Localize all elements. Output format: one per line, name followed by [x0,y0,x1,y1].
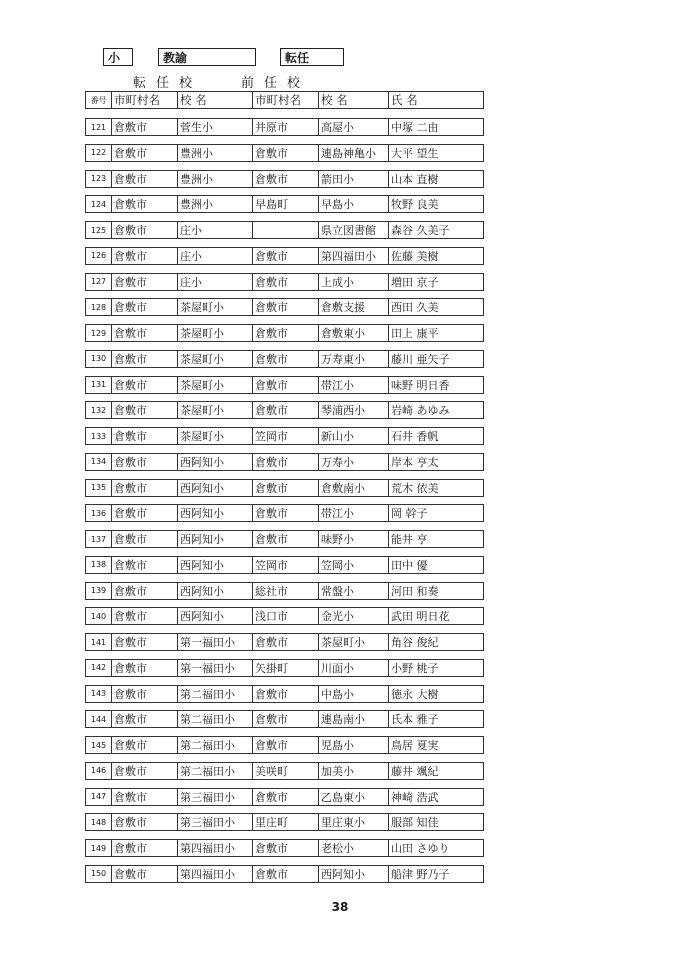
cell-prev-municipality: 倉敷市 [253,299,319,316]
cell-prev-school: 県立図書館 [319,222,389,239]
cell-prev-school: 倉敷支援 [319,299,389,316]
cell-prev-school: 帯江小 [319,376,389,393]
cell-new-school: 第二福田小 [178,685,253,702]
cell-prev-municipality: 総社市 [253,582,319,599]
col-new-school-header: 校 名 [178,92,253,109]
cell-new-municipality: 倉敷市 [112,350,178,367]
cell-new-school: 第四福田小 [178,865,253,882]
cell-prev-municipality: 倉敷市 [253,325,319,342]
cell-new-school: 茶屋町小 [178,350,253,367]
cell-prev-municipality: 倉敷市 [253,865,319,882]
cell-new-municipality: 倉敷市 [112,222,178,239]
cell-new-municipality: 倉敷市 [112,788,178,805]
table-row [85,736,484,754]
cell-prev-municipality: 浅口市 [253,608,319,625]
cell-number: 125 [86,222,112,239]
table-row [85,530,484,548]
cell-prev-municipality: 笠岡市 [253,556,319,573]
cell-prev-school: 連島神亀小 [319,144,389,161]
cell-new-school: 西阿知小 [178,479,253,496]
cell-new-school: 豊洲小 [178,196,253,213]
cell-teacher-name: 河田 和奏 [389,582,484,599]
previous-school-caption: 前任校 [241,76,311,91]
cell-new-school: 茶屋町小 [178,299,253,316]
table-row [85,865,484,883]
cell-prev-municipality: 倉敷市 [253,402,319,419]
cell-number: 146 [86,762,112,779]
cell-prev-municipality: 倉敷市 [253,788,319,805]
cell-number: 121 [86,119,112,136]
cell-number: 134 [86,453,112,470]
cell-new-school: 庄小 [178,247,253,264]
new-school-caption: 転任校 [133,76,203,91]
column-header-table [85,91,484,109]
cell-prev-municipality: 倉敷市 [253,144,319,161]
cell-new-school: 西阿知小 [178,505,253,522]
col-name-header: 氏 名 [389,92,484,109]
cell-number: 127 [86,273,112,290]
cell-teacher-name: 田中 優 [389,556,484,573]
cell-teacher-name: 岸本 亨太 [389,453,484,470]
cell-prev-municipality [253,222,319,239]
cell-new-municipality: 倉敷市 [112,582,178,599]
table-row [85,401,484,419]
table-row [85,350,484,368]
cell-new-municipality: 倉敷市 [112,247,178,264]
cell-number: 137 [86,531,112,548]
cell-prev-municipality: 倉敷市 [253,685,319,702]
cell-new-municipality: 倉敷市 [112,737,178,754]
table-row [85,504,484,522]
cell-teacher-name: 石井 香帆 [389,428,484,445]
cell-prev-school: 琴浦西小 [319,402,389,419]
cell-new-municipality: 倉敷市 [112,479,178,496]
cell-teacher-name: 田上 康平 [389,325,484,342]
cell-prev-school: 西阿知小 [319,865,389,882]
cell-number: 139 [86,582,112,599]
table-row [85,607,484,625]
cell-prev-school: 川面小 [319,659,389,676]
cell-number: 133 [86,428,112,445]
cell-new-municipality: 倉敷市 [112,325,178,342]
cell-teacher-name: 岩崎 あゆみ [389,402,484,419]
col-prev-municipality-header: 市町村名 [253,92,319,109]
cell-prev-municipality: 倉敷市 [253,531,319,548]
cell-new-school: 第二福田小 [178,711,253,728]
cell-prev-municipality: 倉敷市 [253,273,319,290]
cell-new-school: 茶屋町小 [178,325,253,342]
cell-new-school: 第三福田小 [178,788,253,805]
cell-new-municipality: 倉敷市 [112,376,178,393]
cell-new-municipality: 倉敷市 [112,144,178,161]
col-prev-school-header: 校 名 [319,92,389,109]
cell-new-municipality: 倉敷市 [112,196,178,213]
cell-new-school: 茶屋町小 [178,376,253,393]
cell-teacher-name: 徳永 大樹 [389,685,484,702]
table-row [85,247,484,265]
cell-number: 149 [86,840,112,857]
cell-number: 141 [86,634,112,651]
cell-number: 122 [86,144,112,161]
cell-prev-school: 中島小 [319,685,389,702]
cell-prev-municipality: 倉敷市 [253,170,319,187]
cell-prev-school: 倉敷東小 [319,325,389,342]
cell-new-municipality: 倉敷市 [112,685,178,702]
cell-number: 140 [86,608,112,625]
cell-prev-municipality: 倉敷市 [253,479,319,496]
cell-number: 128 [86,299,112,316]
cell-prev-municipality: 美咲町 [253,762,319,779]
table-row [85,221,484,239]
cell-prev-school: 乙島東小 [319,788,389,805]
cell-new-municipality: 倉敷市 [112,865,178,882]
cell-new-school: 第四福田小 [178,840,253,857]
cell-prev-municipality: 倉敷市 [253,737,319,754]
table-row [85,582,484,600]
cell-teacher-name: 西田 久美 [389,299,484,316]
table-row [85,195,484,213]
cell-teacher-name: 神崎 浩武 [389,788,484,805]
cell-number: 123 [86,170,112,187]
table-row [85,839,484,857]
cell-prev-school: 新山小 [319,428,389,445]
cell-teacher-name: 荒木 依美 [389,479,484,496]
cell-prev-municipality: 早島町 [253,196,319,213]
cell-teacher-name: 角谷 俊紀 [389,634,484,651]
table-row [85,633,484,651]
cell-prev-municipality: 倉敷市 [253,247,319,264]
cell-new-school: 西阿知小 [178,531,253,548]
cell-teacher-name: 森谷 久美子 [389,222,484,239]
cell-new-school: 西阿知小 [178,556,253,573]
cell-new-municipality: 倉敷市 [112,273,178,290]
cell-number: 129 [86,325,112,342]
cell-teacher-name: 鳥居 夏実 [389,737,484,754]
cell-new-school: 豊洲小 [178,170,253,187]
cell-new-municipality: 倉敷市 [112,814,178,831]
position-box: 教諭 [158,48,256,66]
cell-number: 148 [86,814,112,831]
table-row [85,685,484,703]
cell-teacher-name: 山田 さゆり [389,840,484,857]
col-number-header: 番号 [86,92,112,109]
cell-prev-municipality: 笠岡市 [253,428,319,445]
cell-new-school: 豊洲小 [178,144,253,161]
cell-teacher-name: 氏本 雅子 [389,711,484,728]
cell-new-municipality: 倉敷市 [112,453,178,470]
cell-teacher-name: 牧野 良美 [389,196,484,213]
cell-new-municipality: 倉敷市 [112,634,178,651]
cell-new-school: 西阿知小 [178,608,253,625]
cell-teacher-name: 増田 京子 [389,273,484,290]
cell-prev-school: 加美小 [319,762,389,779]
cell-new-school: 第三福田小 [178,814,253,831]
cell-prev-school: 常盤小 [319,582,389,599]
cell-prev-school: 老松小 [319,840,389,857]
col-new-municipality-header: 市町村名 [112,92,178,109]
cell-new-school: 茶屋町小 [178,402,253,419]
cell-prev-school: 倉敷南小 [319,479,389,496]
table-row [85,659,484,677]
table-row [85,376,484,394]
cell-new-school: 第一福田小 [178,634,253,651]
cell-number: 124 [86,196,112,213]
cell-number: 144 [86,711,112,728]
cell-prev-municipality: 矢掛町 [253,659,319,676]
cell-prev-school: 帯江小 [319,505,389,522]
cell-prev-school: 上成小 [319,273,389,290]
cell-teacher-name: 佐藤 美樹 [389,247,484,264]
cell-new-municipality: 倉敷市 [112,505,178,522]
cell-prev-municipality: 倉敷市 [253,376,319,393]
cell-prev-school: 里庄東小 [319,814,389,831]
table-row [85,170,484,188]
cell-teacher-name: 中塚 二由 [389,119,484,136]
cell-teacher-name: 服部 知佳 [389,814,484,831]
cell-prev-school: 箭田小 [319,170,389,187]
cell-teacher-name: 能井 亨 [389,531,484,548]
cell-prev-school: 味野小 [319,531,389,548]
cell-prev-municipality: 井原市 [253,119,319,136]
cell-prev-municipality: 倉敷市 [253,634,319,651]
cell-teacher-name: 武田 明日花 [389,608,484,625]
cell-teacher-name: 藤井 颯紀 [389,762,484,779]
cell-teacher-name: 山本 直樹 [389,170,484,187]
cell-prev-municipality: 倉敷市 [253,505,319,522]
cell-prev-school: 高屋小 [319,119,389,136]
table-row [85,710,484,728]
cell-new-school: 第二福田小 [178,762,253,779]
cell-new-municipality: 倉敷市 [112,402,178,419]
cell-prev-school: 万寿東小 [319,350,389,367]
transfer-type-box: 転任 [280,48,344,66]
page-number: 38 [331,900,349,914]
cell-number: 130 [86,350,112,367]
cell-number: 135 [86,479,112,496]
cell-prev-school: 万寿小 [319,453,389,470]
cell-teacher-name: 岡 幹子 [389,505,484,522]
cell-new-municipality: 倉敷市 [112,531,178,548]
table-row [85,118,484,136]
cell-prev-municipality: 倉敷市 [253,840,319,857]
table-row [85,427,484,445]
cell-number: 138 [86,556,112,573]
cell-new-municipality: 倉敷市 [112,119,178,136]
cell-teacher-name: 小野 桃子 [389,659,484,676]
cell-new-school: 第二福田小 [178,737,253,754]
cell-new-municipality: 倉敷市 [112,840,178,857]
cell-prev-school: 金光小 [319,608,389,625]
cell-number: 142 [86,659,112,676]
table-row [85,298,484,316]
cell-new-municipality: 倉敷市 [112,762,178,779]
cell-prev-school: 第四福田小 [319,247,389,264]
cell-number: 150 [86,865,112,882]
cell-number: 147 [86,788,112,805]
cell-new-school: 第一福田小 [178,659,253,676]
cell-new-school: 菅生小 [178,119,253,136]
table-row [85,813,484,831]
cell-new-school: 庄小 [178,222,253,239]
cell-new-municipality: 倉敷市 [112,711,178,728]
cell-new-school: 西阿知小 [178,453,253,470]
cell-prev-school: 早島小 [319,196,389,213]
table-row [85,556,484,574]
cell-teacher-name: 味野 明日香 [389,376,484,393]
column-header-row [86,92,484,109]
cell-prev-municipality: 倉敷市 [253,711,319,728]
school-level-box: 小 [103,48,133,66]
cell-teacher-name: 大平 望生 [389,144,484,161]
table-row [85,273,484,291]
cell-prev-school: 茶屋町小 [319,634,389,651]
cell-prev-school: 児島小 [319,737,389,754]
cell-prev-municipality: 倉敷市 [253,350,319,367]
cell-number: 145 [86,737,112,754]
cell-new-school: 西阿知小 [178,582,253,599]
table-row [85,479,484,497]
cell-new-municipality: 倉敷市 [112,556,178,573]
cell-prev-municipality: 里庄町 [253,814,319,831]
table-row [85,762,484,780]
table-row [85,324,484,342]
cell-number: 143 [86,685,112,702]
cell-new-municipality: 倉敷市 [112,428,178,445]
table-row [85,144,484,162]
cell-prev-school: 連島南小 [319,711,389,728]
cell-number: 132 [86,402,112,419]
cell-new-municipality: 倉敷市 [112,299,178,316]
cell-teacher-name: 船津 野乃子 [389,865,484,882]
table-row [85,788,484,806]
cell-number: 136 [86,505,112,522]
cell-prev-school: 笠岡小 [319,556,389,573]
cell-new-school: 茶屋町小 [178,428,253,445]
cell-new-municipality: 倉敷市 [112,608,178,625]
table-row [85,453,484,471]
cell-teacher-name: 藤川 亜矢子 [389,350,484,367]
cell-new-municipality: 倉敷市 [112,170,178,187]
cell-number: 126 [86,247,112,264]
cell-prev-municipality: 倉敷市 [253,453,319,470]
cell-new-municipality: 倉敷市 [112,659,178,676]
cell-number: 131 [86,376,112,393]
cell-new-school: 庄小 [178,273,253,290]
